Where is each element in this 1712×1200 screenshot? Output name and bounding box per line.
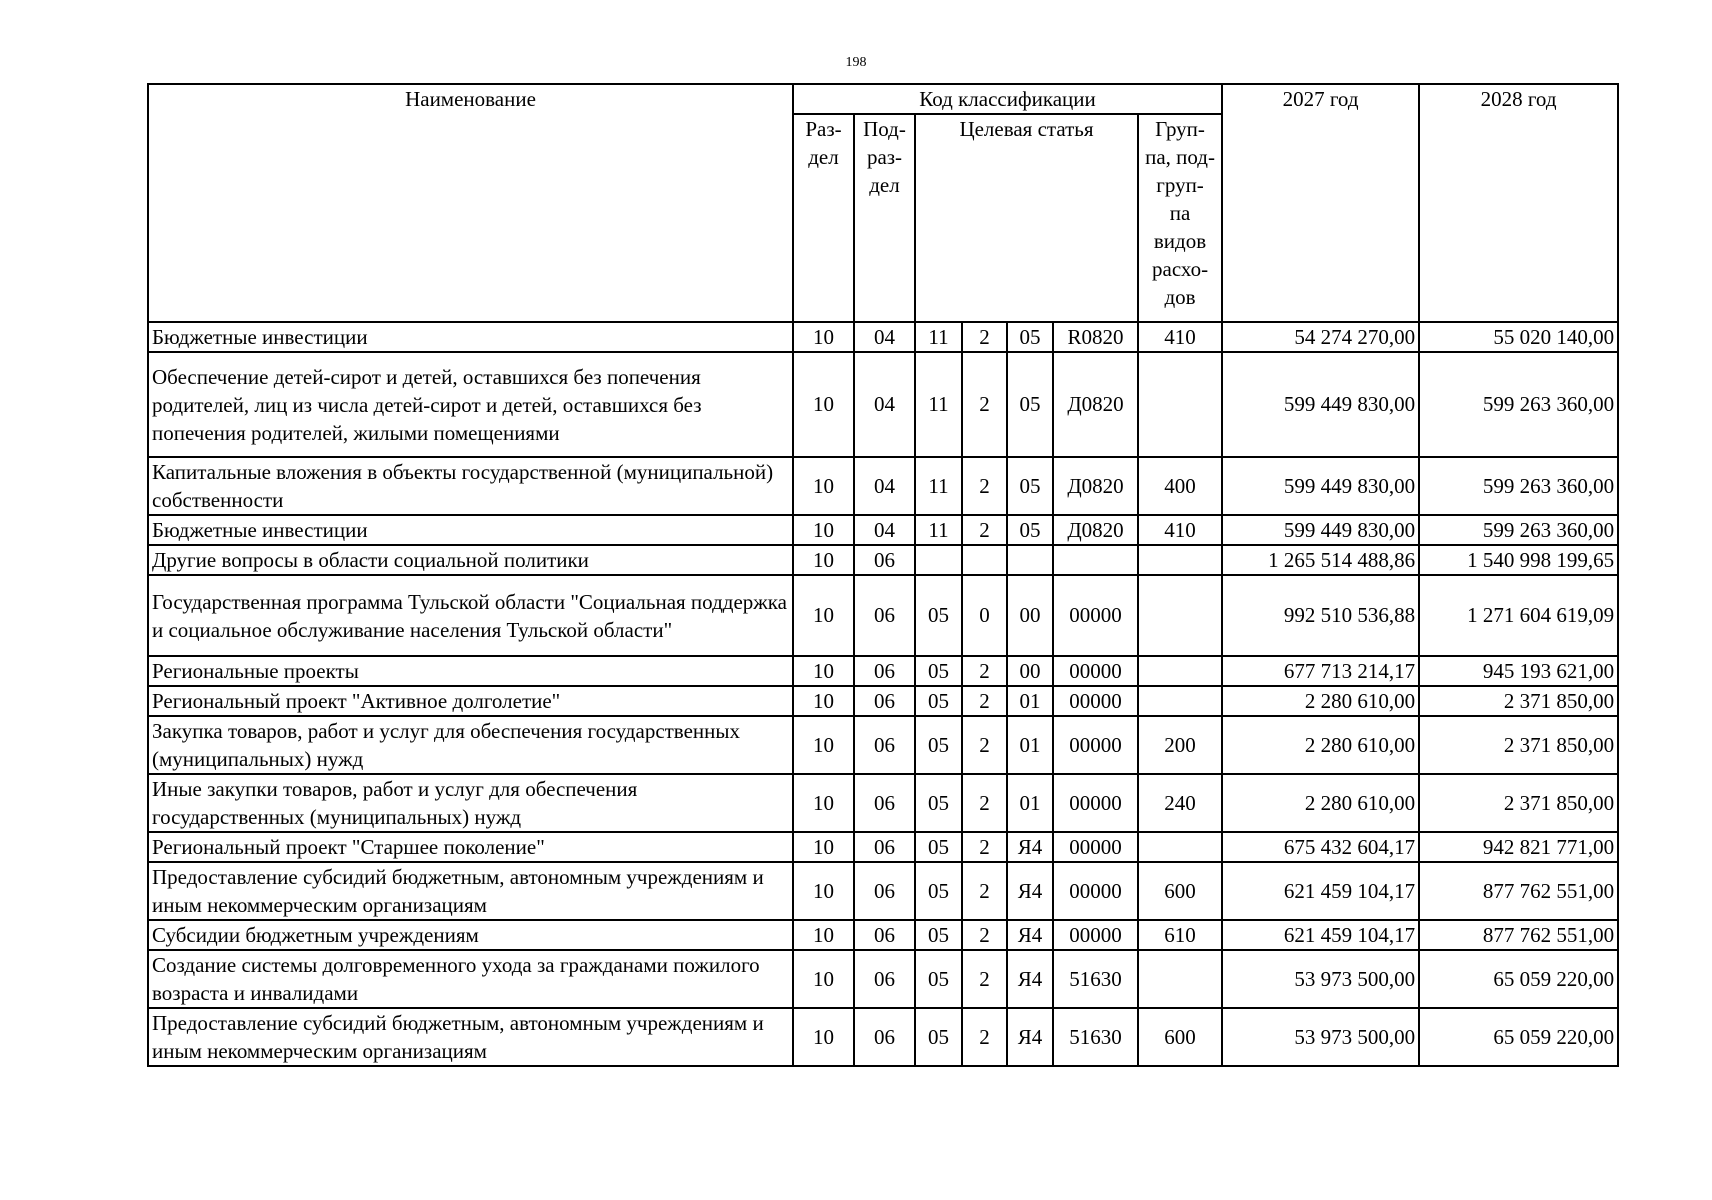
cell-podrazdel: 06 (854, 1008, 915, 1066)
cell-amount-2028: 942 821 771,00 (1419, 832, 1618, 862)
cell-amount-2027: 2 280 610,00 (1222, 774, 1419, 832)
cell-target-2: 2 (962, 950, 1007, 1008)
cell-amount-2028: 877 762 551,00 (1419, 920, 1618, 950)
cell-expense-group: 200 (1138, 716, 1222, 774)
cell-razdel: 10 (793, 656, 854, 686)
cell-target-1 (915, 545, 962, 575)
cell-podrazdel: 06 (854, 656, 915, 686)
cell-amount-2027: 53 973 500,00 (1222, 1008, 1419, 1066)
table-row (148, 920, 1618, 950)
row-name: Бюджетные инвестиции (148, 322, 793, 352)
cell-expense-group (1138, 656, 1222, 686)
cell-target-2: 2 (962, 352, 1007, 457)
cell-target-2: 2 (962, 862, 1007, 920)
page-number: 198 (845, 55, 867, 70)
header-classification: Код классификации (793, 84, 1222, 114)
cell-amount-2028: 599 263 360,00 (1419, 352, 1618, 457)
cell-target-1: 05 (915, 774, 962, 832)
cell-podrazdel: 04 (854, 457, 915, 515)
cell-razdel: 10 (793, 716, 854, 774)
cell-target-2: 2 (962, 515, 1007, 545)
cell-target-4: Д0820 (1053, 352, 1138, 457)
row-name: Региональный проект "Активное долголетие" (148, 686, 793, 716)
cell-podrazdel: 06 (854, 686, 915, 716)
cell-target-1: 11 (915, 322, 962, 352)
table-row (148, 656, 1618, 686)
cell-amount-2027: 621 459 104,17 (1222, 920, 1419, 950)
cell-expense-group (1138, 832, 1222, 862)
cell-target-4: 00000 (1053, 716, 1138, 774)
header-year-2027: 2027 год (1222, 84, 1419, 322)
cell-target-4: 00000 (1053, 575, 1138, 656)
cell-podrazdel: 04 (854, 322, 915, 352)
cell-podrazdel: 06 (854, 545, 915, 575)
cell-target-2: 2 (962, 716, 1007, 774)
cell-expense-group: 410 (1138, 322, 1222, 352)
cell-target-1: 11 (915, 352, 962, 457)
cell-target-1: 05 (915, 920, 962, 950)
cell-target-3: 00 (1007, 575, 1053, 656)
cell-razdel: 10 (793, 575, 854, 656)
cell-target-4: 00000 (1053, 774, 1138, 832)
cell-target-1: 11 (915, 457, 962, 515)
table-header (148, 84, 1618, 322)
cell-target-3: 01 (1007, 716, 1053, 774)
cell-expense-group (1138, 575, 1222, 656)
cell-target-2: 2 (962, 774, 1007, 832)
row-name: Предоставление субсидий бюджетным, автономным учреждениям и иным некоммерческим организациям (148, 862, 793, 920)
cell-target-3 (1007, 545, 1053, 575)
cell-amount-2027: 54 274 270,00 (1222, 322, 1419, 352)
cell-target-2: 2 (962, 656, 1007, 686)
cell-amount-2028: 877 762 551,00 (1419, 862, 1618, 920)
cell-expense-group: 400 (1138, 457, 1222, 515)
cell-target-3: Я4 (1007, 832, 1053, 862)
table-row (148, 515, 1618, 545)
header-year-2028: 2028 год (1419, 84, 1618, 322)
cell-target-1: 05 (915, 862, 962, 920)
cell-target-4: 00000 (1053, 920, 1138, 950)
row-name: Предоставление субсидий бюджетным, автономным учреждениям и иным некоммерческим организациям (148, 1008, 793, 1066)
cell-expense-group: 600 (1138, 862, 1222, 920)
cell-razdel: 10 (793, 322, 854, 352)
cell-target-3: 01 (1007, 774, 1053, 832)
cell-amount-2027: 2 280 610,00 (1222, 686, 1419, 716)
cell-target-2: 2 (962, 832, 1007, 862)
cell-amount-2028: 1 540 998 199,65 (1419, 545, 1618, 575)
cell-expense-group (1138, 950, 1222, 1008)
cell-target-4: Д0820 (1053, 515, 1138, 545)
cell-expense-group: 600 (1138, 1008, 1222, 1066)
cell-razdel: 10 (793, 457, 854, 515)
cell-razdel: 10 (793, 515, 854, 545)
row-name: Обеспечение детей-сирот и детей, оставшихся без попечения родителей, лиц из числа детей-сирот и детей, оставшихся без попечения родителей, жилыми помещениями (148, 352, 793, 457)
cell-target-1: 05 (915, 716, 962, 774)
row-name: Иные закупки товаров, работ и услуг для обеспечения государственных (муниципальных) нужд (148, 774, 793, 832)
cell-razdel: 10 (793, 545, 854, 575)
table-row (148, 322, 1618, 352)
budget-table (147, 83, 1619, 1067)
cell-target-3: 05 (1007, 322, 1053, 352)
cell-podrazdel: 06 (854, 920, 915, 950)
table-row (148, 545, 1618, 575)
cell-target-2: 2 (962, 1008, 1007, 1066)
cell-target-3: 05 (1007, 457, 1053, 515)
table-row (148, 862, 1618, 920)
cell-target-4: 00000 (1053, 862, 1138, 920)
cell-target-3: 00 (1007, 656, 1053, 686)
row-name: Субсидии бюджетным учреждениям (148, 920, 793, 950)
row-name: Закупка товаров, работ и услуг для обеспечения государственных (муниципальных) нужд (148, 716, 793, 774)
cell-amount-2027: 2 280 610,00 (1222, 716, 1419, 774)
cell-target-1: 05 (915, 832, 962, 862)
cell-target-1: 05 (915, 656, 962, 686)
table-row (148, 950, 1618, 1008)
table-row (148, 352, 1618, 457)
cell-amount-2027: 599 449 830,00 (1222, 352, 1419, 457)
table-row (148, 686, 1618, 716)
table-row (148, 832, 1618, 862)
header-podrazdel: Под- раз- дел (854, 114, 915, 322)
cell-amount-2027: 1 265 514 488,86 (1222, 545, 1419, 575)
cell-razdel: 10 (793, 774, 854, 832)
cell-amount-2028: 65 059 220,00 (1419, 1008, 1618, 1066)
cell-target-1: 11 (915, 515, 962, 545)
cell-razdel: 10 (793, 352, 854, 457)
cell-target-3: 01 (1007, 686, 1053, 716)
table-row (148, 575, 1618, 656)
row-name: Государственная программа Тульской области "Социальная поддержка и социальное обслуживание населения Тульской области" (148, 575, 793, 656)
table-body (148, 322, 1618, 1066)
header-expense-group: Груп- па, под- груп- па видов расхо- дов (1138, 114, 1222, 322)
cell-target-1: 05 (915, 950, 962, 1008)
cell-expense-group: 240 (1138, 774, 1222, 832)
table-row (148, 774, 1618, 832)
cell-target-4: Д0820 (1053, 457, 1138, 515)
cell-amount-2028: 1 271 604 619,09 (1419, 575, 1618, 656)
row-name: Создание системы долговременного ухода за гражданами пожилого возраста и инвалидами (148, 950, 793, 1008)
cell-podrazdel: 06 (854, 862, 915, 920)
cell-amount-2028: 2 371 850,00 (1419, 686, 1618, 716)
cell-razdel: 10 (793, 950, 854, 1008)
cell-target-4: R0820 (1053, 322, 1138, 352)
cell-podrazdel: 06 (854, 575, 915, 656)
cell-amount-2028: 2 371 850,00 (1419, 716, 1618, 774)
cell-target-2 (962, 545, 1007, 575)
cell-amount-2027: 621 459 104,17 (1222, 862, 1419, 920)
cell-podrazdel: 06 (854, 716, 915, 774)
cell-podrazdel: 06 (854, 774, 915, 832)
cell-target-3: Я4 (1007, 862, 1053, 920)
cell-target-2: 2 (962, 920, 1007, 950)
cell-amount-2028: 55 020 140,00 (1419, 322, 1618, 352)
header-name: Наименование (148, 84, 793, 322)
cell-target-1: 05 (915, 1008, 962, 1066)
cell-podrazdel: 04 (854, 515, 915, 545)
cell-target-4: 00000 (1053, 656, 1138, 686)
cell-target-2: 2 (962, 686, 1007, 716)
cell-target-2: 0 (962, 575, 1007, 656)
cell-razdel: 10 (793, 1008, 854, 1066)
cell-target-2: 2 (962, 457, 1007, 515)
cell-razdel: 10 (793, 686, 854, 716)
cell-target-3: Я4 (1007, 950, 1053, 1008)
cell-amount-2027: 599 449 830,00 (1222, 515, 1419, 545)
cell-podrazdel: 06 (854, 832, 915, 862)
cell-amount-2028: 599 263 360,00 (1419, 457, 1618, 515)
cell-expense-group (1138, 686, 1222, 716)
row-name: Бюджетные инвестиции (148, 515, 793, 545)
header-target-article: Целевая статья (915, 114, 1138, 322)
cell-target-4: 00000 (1053, 686, 1138, 716)
cell-amount-2027: 599 449 830,00 (1222, 457, 1419, 515)
cell-target-2: 2 (962, 322, 1007, 352)
row-name: Региональные проекты (148, 656, 793, 686)
row-name: Другие вопросы в области социальной политики (148, 545, 793, 575)
cell-amount-2027: 675 432 604,17 (1222, 832, 1419, 862)
cell-podrazdel: 06 (854, 950, 915, 1008)
row-name: Капитальные вложения в объекты государственной (муниципальной) собственности (148, 457, 793, 515)
cell-amount-2027: 677 713 214,17 (1222, 656, 1419, 686)
cell-expense-group: 610 (1138, 920, 1222, 950)
cell-target-1: 05 (915, 686, 962, 716)
table-row (148, 1008, 1618, 1066)
cell-target-1: 05 (915, 575, 962, 656)
row-name: Региональный проект "Старшее поколение" (148, 832, 793, 862)
cell-razdel: 10 (793, 832, 854, 862)
cell-expense-group (1138, 545, 1222, 575)
cell-target-4: 51630 (1053, 950, 1138, 1008)
cell-podrazdel: 04 (854, 352, 915, 457)
header-razdel: Раз- дел (793, 114, 854, 322)
cell-amount-2027: 53 973 500,00 (1222, 950, 1419, 1008)
cell-expense-group (1138, 352, 1222, 457)
cell-razdel: 10 (793, 920, 854, 950)
cell-target-4: 00000 (1053, 832, 1138, 862)
cell-expense-group: 410 (1138, 515, 1222, 545)
table-row (148, 457, 1618, 515)
cell-razdel: 10 (793, 862, 854, 920)
table-row (148, 716, 1618, 774)
cell-amount-2028: 65 059 220,00 (1419, 950, 1618, 1008)
cell-target-4 (1053, 545, 1138, 575)
cell-target-3: 05 (1007, 352, 1053, 457)
cell-target-3: Я4 (1007, 1008, 1053, 1066)
cell-amount-2028: 945 193 621,00 (1419, 656, 1618, 686)
cell-target-3: 05 (1007, 515, 1053, 545)
cell-target-3: Я4 (1007, 920, 1053, 950)
cell-amount-2028: 2 371 850,00 (1419, 774, 1618, 832)
cell-target-4: 51630 (1053, 1008, 1138, 1066)
cell-amount-2028: 599 263 360,00 (1419, 515, 1618, 545)
cell-amount-2027: 992 510 536,88 (1222, 575, 1419, 656)
